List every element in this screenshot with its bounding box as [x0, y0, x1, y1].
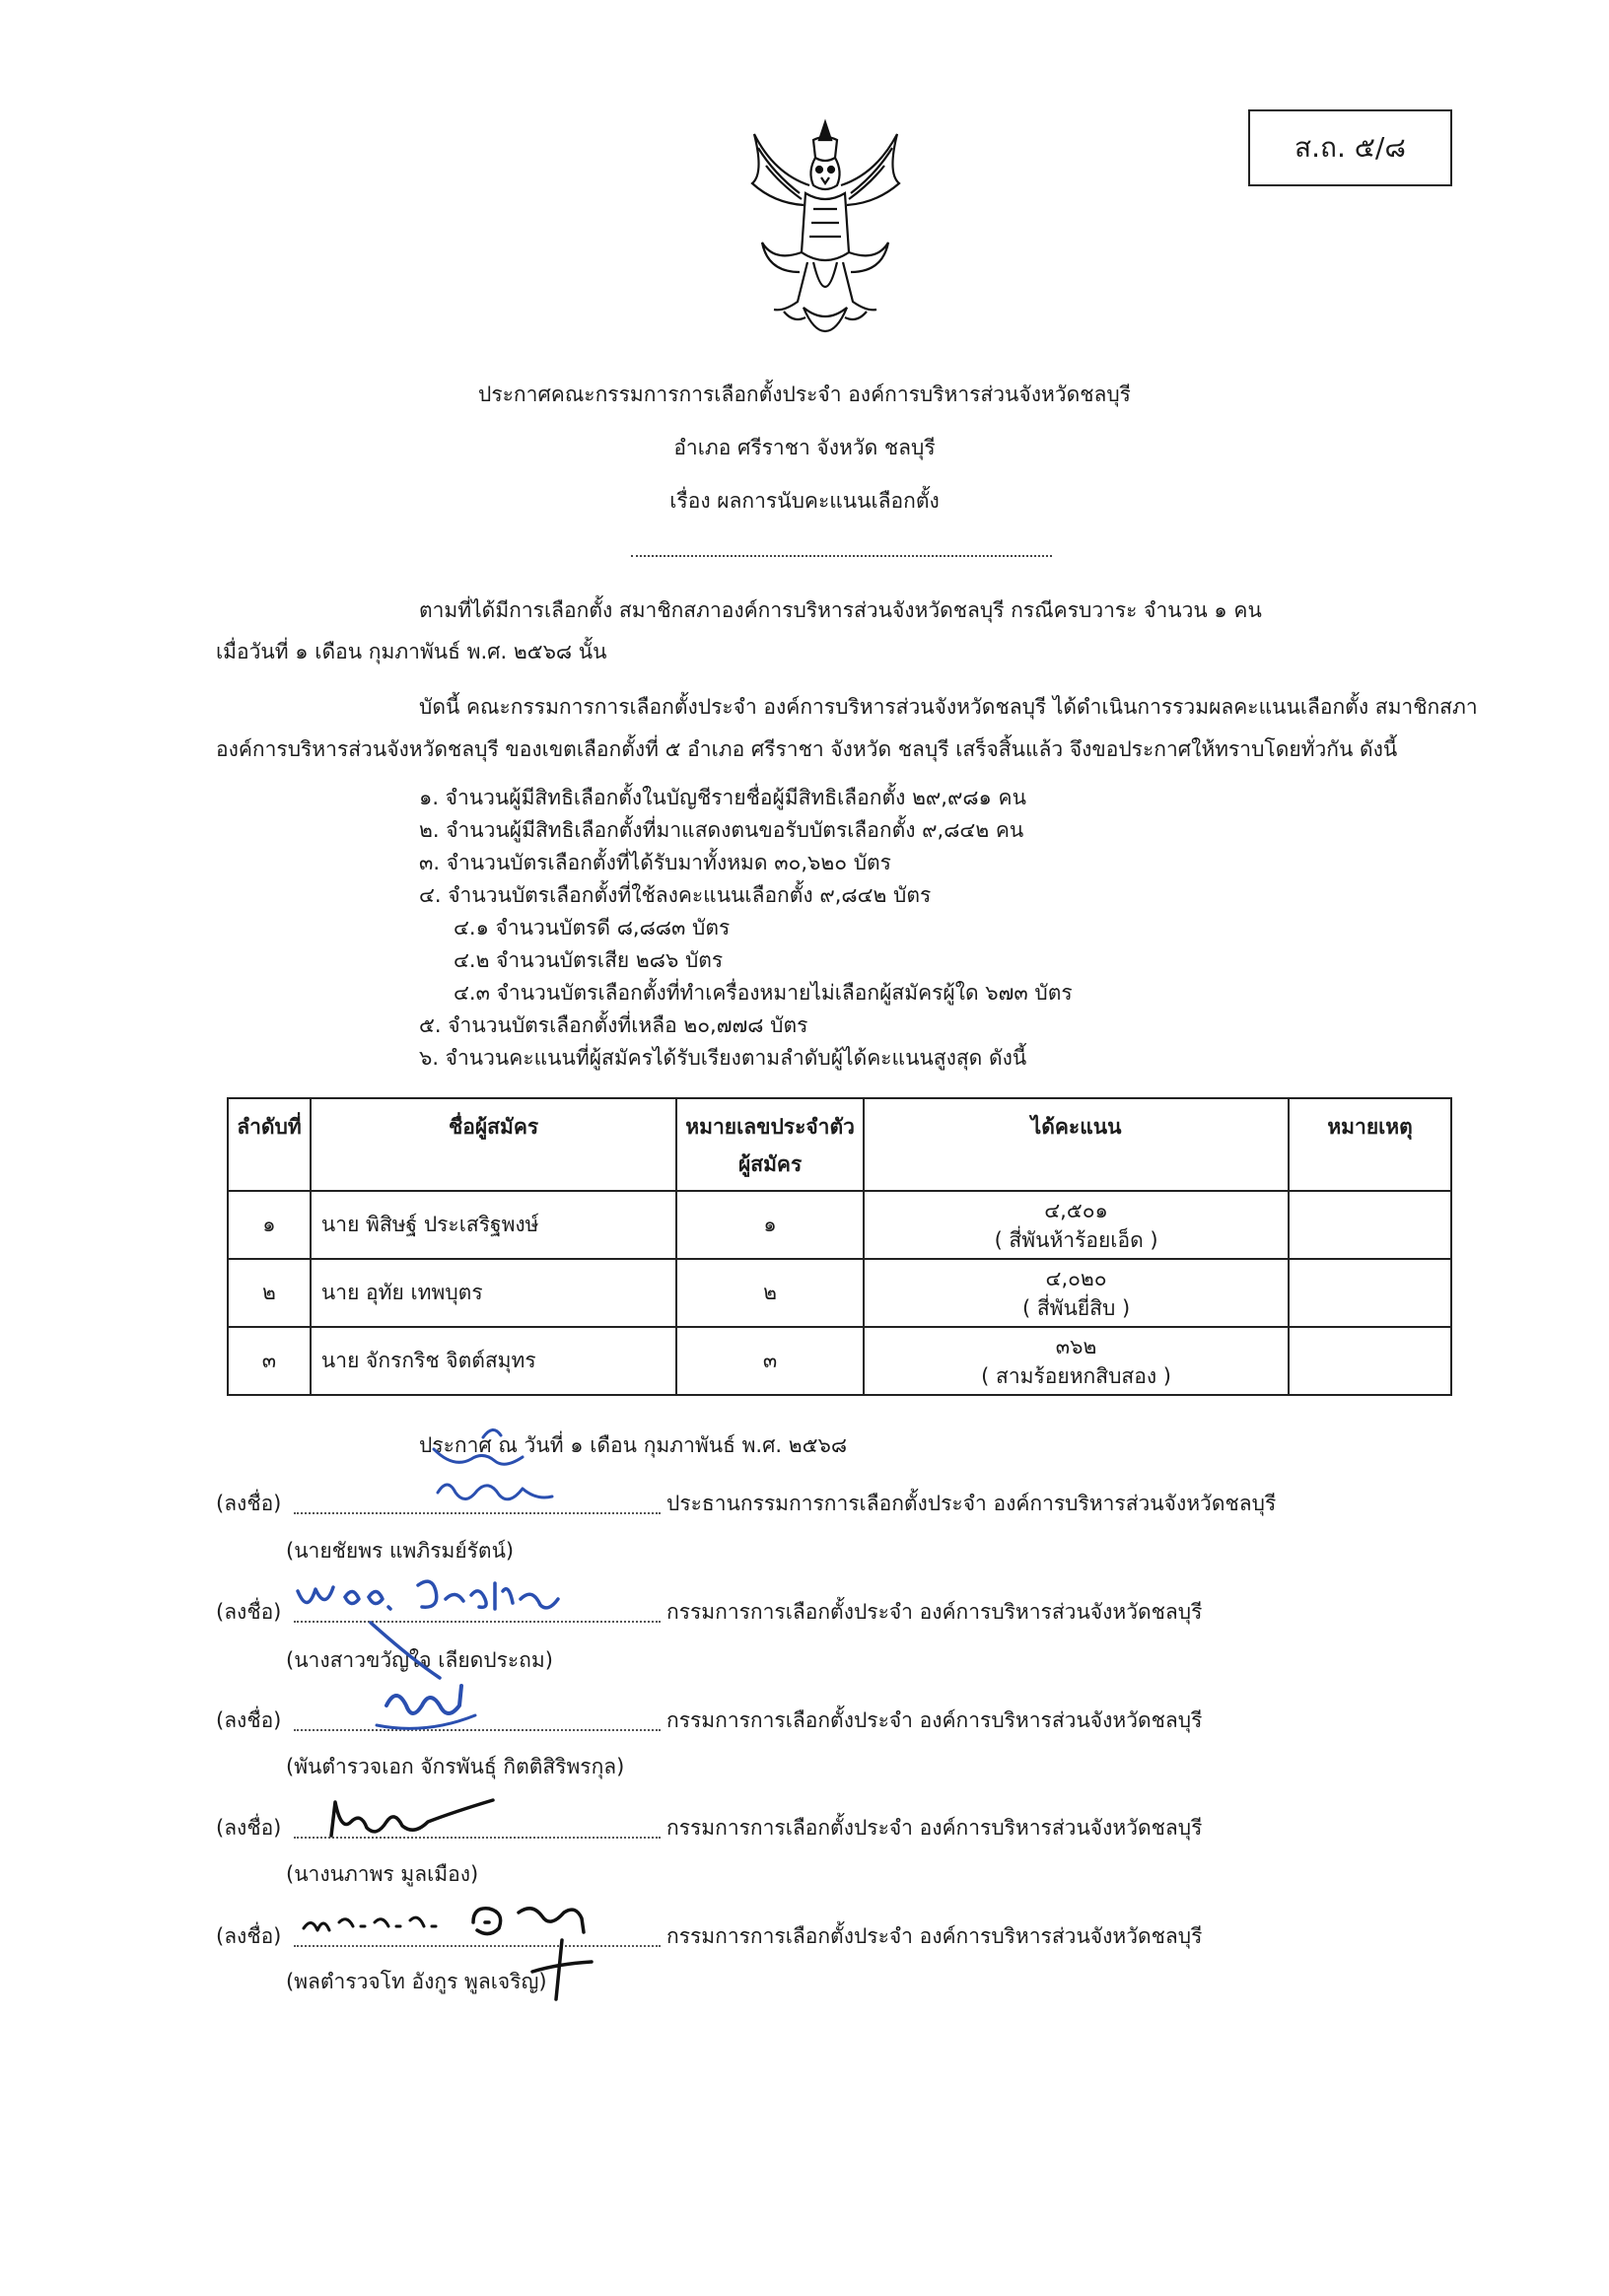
- signer-role: กรรมการการเลือกตั้งประจำ องค์การบริหารส่วนจังหวัดชลบุรี: [666, 1924, 1203, 1948]
- signer-role: กรรมการการเลือกตั้งประจำ องค์การบริหารส่วนจังหวัดชลบุรี: [666, 1600, 1203, 1624]
- intro-p1-line1: ตามที่ได้มีการเลือกตั้ง สมาชิกสภาองค์การบริหารส่วนจังหวัดชลบุรี กรณีครบวาระ จำนวน ๑ คน: [419, 598, 1262, 622]
- list-item: ๖. จำนวนคะแนนที่ผู้สมัครได้รับเรียงตามลำดับผู้ได้คะแนนสูงสุด ดังนี้: [419, 1046, 1027, 1070]
- signature-chairman: [434, 1467, 572, 1526]
- table-header-row: [228, 1098, 1451, 1191]
- signer-role: กรรมการการเลือกตั้งประจำ องค์การบริหารส่วนจังหวัดชลบุรี: [666, 1816, 1203, 1840]
- signature-member-3: [367, 1676, 505, 1755]
- cell-note: [1289, 1327, 1451, 1395]
- score-value: ๓๖๒: [1055, 1334, 1097, 1358]
- col-header-note: หมายเหตุ: [1289, 1098, 1451, 1191]
- cell-note: [1289, 1191, 1451, 1259]
- list-item: ๕. จำนวนบัตรเลือกตั้งที่เหลือ ๒๐,๗๗๘ บัตร: [419, 1013, 808, 1037]
- announce-date: ประกาศ ณ วันที่ ๑ เดือน กุมภาพันธ์ พ.ศ. ๒๕๖๘: [419, 1433, 848, 1457]
- col-header-number: หมายเลขประจำตัว ผู้สมัคร: [676, 1098, 864, 1191]
- cell-number: ๑: [676, 1191, 864, 1259]
- cell-rank: ๒: [228, 1259, 311, 1327]
- intro-p2-line1: บัดนี้ คณะกรรมการการเลือกตั้งประจำ องค์การบริหารส่วนจังหวัดชลบุรี ได้ดำเนินการรวมผลคะแนนเลือกตั้ง สมาชิกสภา: [419, 695, 1478, 719]
- cell-rank: ๑: [228, 1191, 311, 1259]
- intro-p2-line2: องค์การบริหารส่วนจังหวัดชลบุรี ของเขตเลือกตั้งที่ ๕ อำเภอ ศรีราชา จังหวัด ชลบุรี เสร็จสิ้นแล้ว จึงขอประกาศให้ทราบโดยทั่วกัน ดังนี้: [216, 737, 1398, 761]
- signer-name: (นายชัยพร แพภิรมย์รัตน์): [286, 1539, 515, 1563]
- list-item: ๓. จำนวนบัตรเลือกตั้งที่ได้รับมาทั้งหมด ๓๐,๖๒๐ บัตร: [419, 851, 891, 874]
- sign-label: (ลงชื่อ): [216, 1924, 282, 1948]
- score-words: ( สี่พันยี่สิบ ): [1021, 1295, 1131, 1320]
- header-divider: [631, 555, 1052, 557]
- cell-number: ๓: [676, 1327, 864, 1395]
- results-table: [227, 1097, 1452, 1396]
- intro-p1-line2: เมื่อวันที่ ๑ เดือน กุมภาพันธ์ พ.ศ. ๒๕๖๘ นั้น: [216, 640, 607, 663]
- cell-name: นาย พิสิษฐ์ ประเสริฐพงษ์: [311, 1191, 676, 1259]
- sign-label: (ลงชื่อ): [216, 1600, 282, 1624]
- list-item: ๑. จำนวนผู้มีสิทธิเลือกตั้งในบัญชีรายชื่อผู้มีสิทธิเลือกตั้ง ๒๙,๙๘๑ คน: [419, 786, 1026, 809]
- header-line-1: ประกาศคณะกรรมการการเลือกตั้งประจำ องค์การบริหารส่วนจังหวัดชลบุรี: [478, 383, 1131, 406]
- list-subitem: ๔.๑ จำนวนบัตรดี ๘,๘๘๓ บัตร: [454, 916, 731, 939]
- cell-score: [864, 1259, 1289, 1327]
- cell-rank: ๓: [228, 1327, 311, 1395]
- cell-name: นาย จักรกริช จิตต์สมุทร: [311, 1327, 676, 1395]
- table-row: [228, 1191, 1451, 1259]
- signature-member-2: [292, 1569, 627, 1688]
- sign-label: (ลงชื่อ): [216, 1816, 282, 1840]
- signer-role: กรรมการการเลือกตั้งประจำ องค์การบริหารส่วนจังหวัดชลบุรี: [666, 1708, 1203, 1732]
- list-item: ๒. จำนวนผู้มีสิทธิเลือกตั้งที่มาแสดงตนขอรับบัตรเลือกตั้ง ๙,๘๔๒ คน: [419, 818, 1024, 842]
- list-item: ๔. จำนวนบัตรเลือกตั้งที่ใช้ลงคะแนนเลือกตั้ง ๙,๘๔๒ บัตร: [419, 883, 932, 907]
- signer-name: (พลตำรวจโท อังกูร พูลเจริญ): [286, 1970, 547, 1993]
- cell-score: [864, 1191, 1289, 1259]
- signer-role: ประธานกรรมการการเลือกตั้งประจำ องค์การบริหารส่วนจังหวัดชลบุรี: [666, 1492, 1277, 1515]
- cell-name: นาย อุทัย เทพบุตร: [311, 1259, 676, 1327]
- cell-number: ๒: [676, 1259, 864, 1327]
- list-subitem: ๔.๒ จำนวนบัตรเสีย ๒๘๖ บัตร: [454, 948, 724, 972]
- table-row: [228, 1327, 1451, 1395]
- score-words: ( สี่พันห้าร้อยเอ็ด ): [994, 1227, 1158, 1252]
- form-code: ส.ถ. ๕/๘: [1294, 131, 1406, 164]
- cell-score: [864, 1327, 1289, 1395]
- garuda-emblem-icon: [744, 114, 907, 333]
- table-row: [228, 1259, 1451, 1327]
- cell-note: [1289, 1259, 1451, 1327]
- signature-member-4: [325, 1792, 542, 1851]
- score-words: ( สามร้อยหกสิบสอง ): [981, 1363, 1171, 1388]
- score-value: ๔,๐๒๐: [1045, 1266, 1107, 1290]
- col-header-rank: ลำดับที่: [228, 1098, 311, 1191]
- header-line-2: อำเภอ ศรีราชา จังหวัด ชลบุรี: [673, 436, 936, 459]
- signer-name: (พันตำรวจเอก จักรพันธุ์ กิตติสิริพรกุล): [286, 1755, 625, 1778]
- signer-name: (นางนภาพร มูลเมือง): [286, 1862, 479, 1886]
- col-header-name: ชื่อผู้สมัคร: [311, 1098, 676, 1191]
- signature-member-5: [296, 1893, 621, 2001]
- header-subject: เรื่อง ผลการนับคะแนนเลือกตั้ง: [669, 489, 940, 513]
- sign-label: (ลงชื่อ): [216, 1492, 282, 1515]
- form-code-box: [1248, 109, 1452, 186]
- signer-name: (นางสาวขวัญใจ เลียดประถม): [286, 1648, 553, 1672]
- list-subitem: ๔.๓ จำนวนบัตรเลือกตั้งที่ทำเครื่องหมายไม่เลือกผู้สมัครผู้ใด ๖๗๓ บัตร: [454, 981, 1073, 1005]
- sign-label: (ลงชื่อ): [216, 1708, 282, 1732]
- col-header-score: ได้คะแนน: [864, 1098, 1289, 1191]
- score-value: ๔,๕๐๑: [1044, 1198, 1108, 1222]
